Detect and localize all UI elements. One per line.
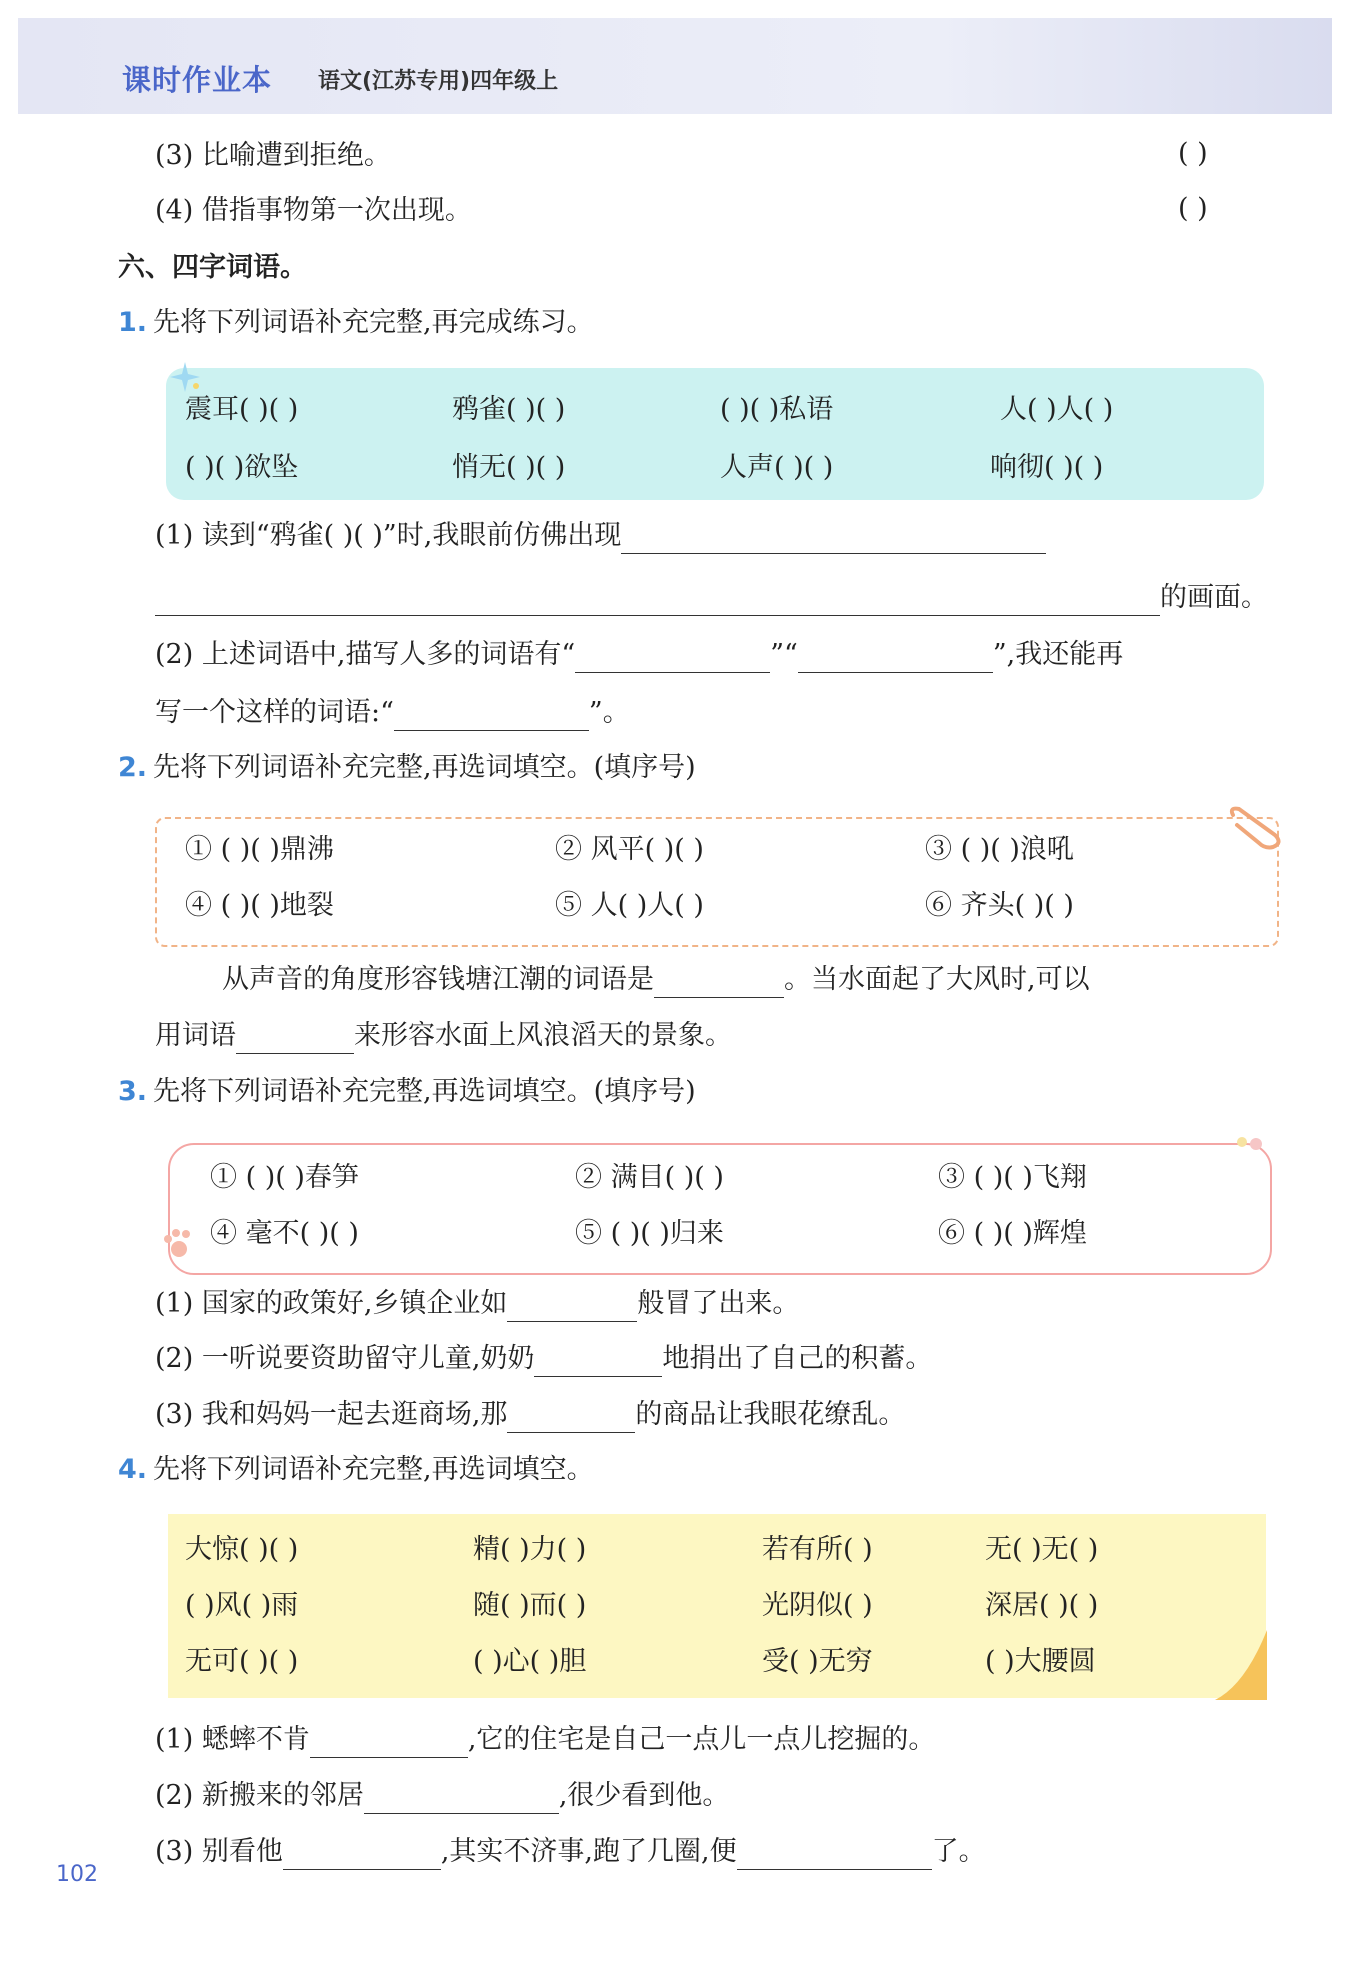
q2-number: 2. bbox=[118, 752, 148, 783]
section-6-title: 六、四字词语。 bbox=[118, 252, 307, 283]
q3-s3-a: (3) 我和妈妈一起去逛商场,那 bbox=[155, 1399, 508, 1430]
q4-word-5: ( )风( )雨 bbox=[185, 1590, 299, 1621]
q1-word-6: 悄无( )( ) bbox=[452, 452, 566, 483]
q4-word-10: ( )心( )胆 bbox=[473, 1646, 587, 1677]
q1-word-8: 响彻( )( ) bbox=[990, 452, 1104, 483]
q2-para-d: 来形容水面上风浪滔天的景象。 bbox=[354, 1020, 732, 1051]
q4-blank-4[interactable] bbox=[737, 1839, 932, 1870]
q1-sub1-blank-2[interactable] bbox=[155, 585, 1160, 616]
q3-heading bbox=[118, 1074, 696, 1110]
q1-sub1-text bbox=[155, 518, 1046, 554]
q3-word-1: ① ( )( )春笋 bbox=[210, 1162, 359, 1193]
answer-paren-3[interactable]: ( ) bbox=[1178, 138, 1208, 169]
q1-word-2: 鸦雀( )( ) bbox=[452, 394, 566, 425]
q3-number: 3. bbox=[118, 1076, 148, 1107]
sparkle-icon bbox=[168, 360, 202, 394]
q4-word-3: 若有所( ) bbox=[762, 1534, 873, 1565]
q2-word-4: ④ ( )( )地裂 bbox=[185, 890, 334, 921]
q1-sub2-blank-2[interactable] bbox=[798, 642, 993, 673]
q1-sub2-line2 bbox=[155, 695, 630, 731]
q4-blank-3[interactable] bbox=[283, 1839, 441, 1870]
page-number: 102 bbox=[56, 1862, 98, 1887]
q1-sub2-text bbox=[155, 637, 1123, 673]
q1-word-4: 人( )人( ) bbox=[1000, 394, 1114, 425]
q4-word-9: 无可( )( ) bbox=[185, 1646, 299, 1677]
q4-word-7: 光阴似( ) bbox=[762, 1590, 873, 1621]
q1-word-1: 震耳( )( ) bbox=[185, 394, 299, 425]
q3-blank-3[interactable] bbox=[507, 1402, 635, 1433]
q4-s3-b: ,其实不济事,跑了几圈,便 bbox=[440, 1836, 737, 1867]
paw-print-icon bbox=[160, 1225, 198, 1263]
q1-sub1-line2 bbox=[155, 580, 1268, 616]
q4-s1-a: (1) 蟋蟀不肯 bbox=[155, 1724, 310, 1755]
subject-label: 语文(江苏专用)四年级上 bbox=[318, 69, 559, 94]
q3-s2-a: (2) 一听说要资助留守儿童,奶奶 bbox=[155, 1343, 535, 1374]
q2-heading bbox=[118, 750, 696, 786]
q1-sub2-a: (2) 上述词语中,描写人多的词语有“ bbox=[155, 639, 576, 670]
q4-s3-c: 了。 bbox=[931, 1836, 986, 1867]
q3-word-6: ⑥ ( )( )辉煌 bbox=[938, 1218, 1087, 1249]
q2-para-b: 。当水面起了大风时,可以 bbox=[784, 964, 1090, 995]
q3-sentence-2 bbox=[155, 1341, 932, 1377]
q3-blank-1[interactable] bbox=[507, 1291, 637, 1322]
q1-sub1-b: 的画面。 bbox=[1160, 582, 1268, 613]
q4-number: 4. bbox=[118, 1454, 148, 1485]
q2-para-a: 从声音的角度形容钱塘江潮的词语是 bbox=[222, 964, 654, 995]
q3-blank-2[interactable] bbox=[534, 1346, 662, 1377]
q3-sentence-1 bbox=[155, 1286, 799, 1322]
q1-sub2-blank-1[interactable] bbox=[575, 642, 770, 673]
q4-s2-b: ,很少看到他。 bbox=[558, 1780, 730, 1811]
q1-prompt: 先将下列词语补充完整,再完成练习。 bbox=[153, 307, 594, 338]
q2-para-c: 用词语 bbox=[155, 1020, 236, 1051]
q4-word-1: 大惊( )( ) bbox=[185, 1534, 299, 1565]
q3-s3-b: 的商品让我眼花缭乱。 bbox=[635, 1399, 906, 1430]
q1-sub2-mid: ”“ bbox=[770, 639, 798, 670]
q2-word-5: ⑤ 人( )人( ) bbox=[555, 890, 704, 921]
q4-blank-1[interactable] bbox=[310, 1727, 468, 1758]
q1-heading bbox=[118, 305, 594, 341]
q2-blank-2[interactable] bbox=[236, 1023, 354, 1054]
q1-word-7: 人声( )( ) bbox=[720, 452, 834, 483]
q1-word-3: ( )( )私语 bbox=[720, 394, 834, 425]
q2-blank-1[interactable] bbox=[654, 967, 784, 998]
q4-sentence-1 bbox=[155, 1722, 935, 1758]
q1-word-5: ( )( )欲坠 bbox=[185, 452, 299, 483]
q3-word-4: ④ 毫不( )( ) bbox=[210, 1218, 359, 1249]
q1-sub2-blank-3[interactable] bbox=[394, 700, 589, 731]
q4-word-6: 随( )而( ) bbox=[473, 1590, 587, 1621]
item-4: (4) 借指事物第一次出现。 bbox=[155, 195, 472, 226]
brand-title: 课时作业本 bbox=[122, 63, 273, 97]
q2-word-3: ③ ( )( )浪吼 bbox=[925, 834, 1074, 865]
q1-sub1-blank-1[interactable] bbox=[621, 523, 1046, 554]
q4-sentence-3 bbox=[155, 1834, 986, 1870]
q2-word-1: ① ( )( )鼎沸 bbox=[185, 834, 334, 865]
q4-blank-2[interactable] bbox=[364, 1783, 559, 1814]
q4-word-8: 深居( )( ) bbox=[985, 1590, 1099, 1621]
q4-s3-a: (3) 别看他 bbox=[155, 1836, 283, 1867]
q4-word-4: 无( )无( ) bbox=[985, 1534, 1099, 1565]
q1-sub2-d: ”。 bbox=[588, 697, 630, 728]
q1-number: 1. bbox=[118, 307, 148, 338]
flower-icon bbox=[1232, 1130, 1266, 1160]
q2-word-2: ② 风平( )( ) bbox=[555, 834, 704, 865]
q3-word-3: ③ ( )( )飞翔 bbox=[938, 1162, 1087, 1193]
q2-para-line1 bbox=[222, 962, 1090, 998]
q4-word-box bbox=[168, 1514, 1266, 1698]
q4-s1-b: ,它的住宅是自己一点儿一点儿挖掘的。 bbox=[467, 1724, 936, 1755]
q3-sentence-3 bbox=[155, 1397, 905, 1433]
q2-prompt: 先将下列词语补充完整,再选词填空。(填序号) bbox=[153, 752, 696, 783]
item-3: (3) 比喻遭到拒绝。 bbox=[155, 140, 391, 171]
q3-prompt: 先将下列词语补充完整,再选词填空。(填序号) bbox=[153, 1076, 696, 1107]
q4-word-2: 精( )力( ) bbox=[473, 1534, 587, 1565]
q4-word-11: 受( )无穷 bbox=[762, 1646, 873, 1677]
q4-word-12: ( )大腰圆 bbox=[985, 1646, 1096, 1677]
q1-sub2-b: ”,我还能再 bbox=[992, 639, 1124, 670]
q3-s2-b: 地捐出了自己的积蓄。 bbox=[662, 1343, 933, 1374]
q3-s1-a: (1) 国家的政策好,乡镇企业如 bbox=[155, 1288, 508, 1319]
q4-s2-a: (2) 新搬来的邻居 bbox=[155, 1780, 364, 1811]
q4-prompt: 先将下列词语补充完整,再选词填空。 bbox=[153, 1454, 594, 1485]
paperclip-icon bbox=[1225, 805, 1285, 855]
q2-para-line2 bbox=[155, 1018, 732, 1054]
q3-s1-b: 般冒了出来。 bbox=[637, 1288, 800, 1319]
q4-heading bbox=[118, 1452, 594, 1488]
q3-word-2: ② 满目( )( ) bbox=[575, 1162, 724, 1193]
q1-sub1-a: (1) 读到“鸦雀( )( )”时,我眼前仿佛出现 bbox=[155, 520, 622, 551]
q1-sub2-c: 写一个这样的词语:“ bbox=[155, 697, 394, 728]
answer-paren-4[interactable]: ( ) bbox=[1178, 193, 1208, 224]
paper-curl-decoration bbox=[1205, 1630, 1267, 1700]
q2-word-6: ⑥ 齐头( )( ) bbox=[925, 890, 1074, 921]
q4-sentence-2 bbox=[155, 1778, 729, 1814]
q3-word-5: ⑤ ( )( )归来 bbox=[575, 1218, 724, 1249]
